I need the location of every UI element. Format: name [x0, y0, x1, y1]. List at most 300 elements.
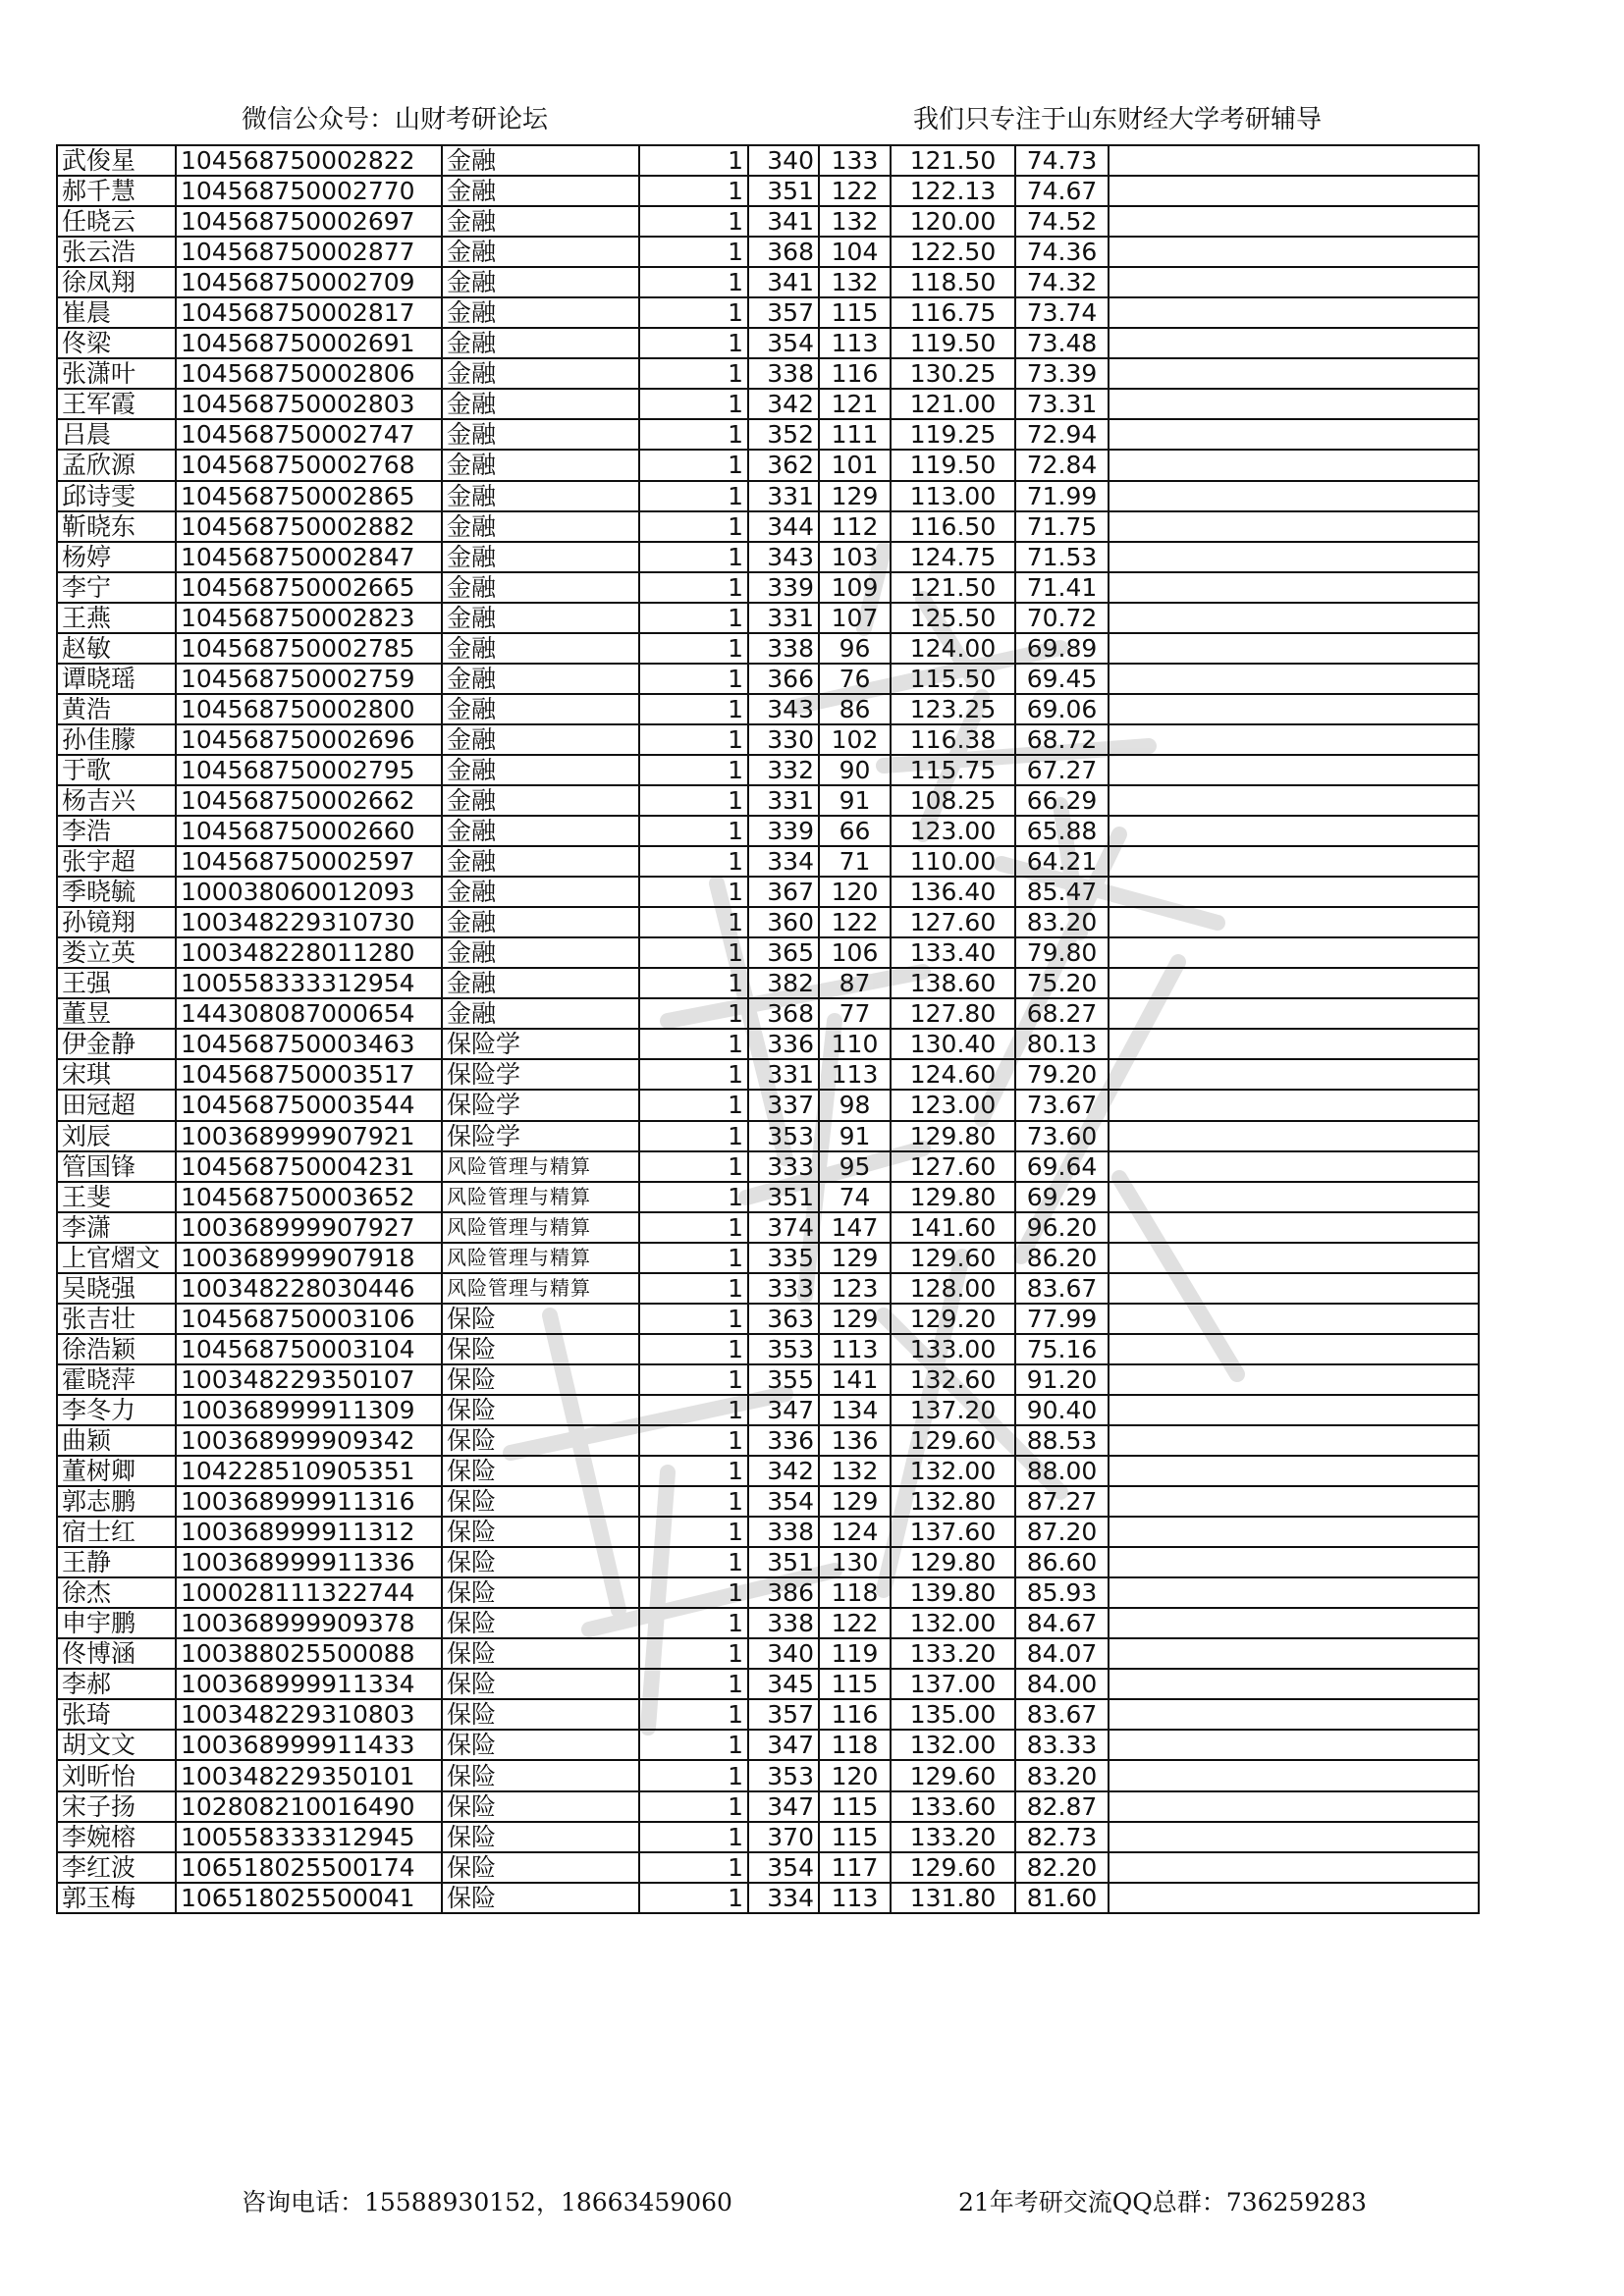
cell-exam-id: 104568750002877 [176, 237, 442, 267]
cell-major: 保险 [442, 1456, 639, 1486]
cell-count: 1 [639, 206, 748, 237]
cell-exam-id: 104568750002847 [176, 542, 442, 572]
cell-score-2: 77 [819, 998, 891, 1029]
cell-major: 保险学 [442, 1090, 639, 1120]
cell-exam-id: 100368999907927 [176, 1212, 442, 1243]
cell-remark [1109, 1212, 1479, 1243]
cell-name: 张潇叶 [57, 358, 176, 389]
cell-score-2: 90 [819, 755, 891, 785]
table-row [57, 785, 1479, 816]
cell-final-score: 84.07 [1015, 1638, 1109, 1669]
cell-remark [1109, 1425, 1479, 1456]
cell-exam-id: 104568750002759 [176, 664, 442, 694]
cell-major: 保险 [442, 1822, 639, 1852]
cell-score-2: 106 [819, 937, 891, 968]
cell-count: 1 [639, 1822, 748, 1852]
table-row [57, 450, 1479, 480]
cell-score-3: 133.20 [891, 1638, 1015, 1669]
cell-final-score: 96.20 [1015, 1212, 1109, 1243]
cell-score-3: 115.50 [891, 664, 1015, 694]
cell-remark [1109, 389, 1479, 419]
cell-score-3: 132.00 [891, 1730, 1015, 1760]
cell-count: 1 [639, 1852, 748, 1883]
cell-score-2: 120 [819, 877, 891, 907]
cell-final-score: 72.94 [1015, 419, 1109, 450]
table-row [57, 358, 1479, 389]
cell-name: 宋琪 [57, 1059, 176, 1090]
cell-score-2: 115 [819, 1791, 891, 1822]
cell-score-2: 113 [819, 1059, 891, 1090]
table-row [57, 1029, 1479, 1059]
cell-major: 金融 [442, 450, 639, 480]
cell-total-score: 365 [748, 937, 819, 968]
cell-total-score: 341 [748, 267, 819, 297]
cell-major: 金融 [442, 297, 639, 328]
cell-name: 李浩 [57, 816, 176, 846]
cell-major: 保险学 [442, 1121, 639, 1151]
cell-remark [1109, 937, 1479, 968]
cell-score-3: 124.60 [891, 1059, 1015, 1090]
cell-major: 保险 [442, 1304, 639, 1334]
cell-name: 娄立英 [57, 937, 176, 968]
cell-exam-id: 100388025500088 [176, 1638, 442, 1669]
cell-final-score: 79.20 [1015, 1059, 1109, 1090]
cell-final-score: 83.67 [1015, 1699, 1109, 1730]
table-row [57, 664, 1479, 694]
cell-remark [1109, 176, 1479, 206]
cell-score-3: 133.40 [891, 937, 1015, 968]
cell-score-2: 141 [819, 1364, 891, 1395]
cell-remark [1109, 419, 1479, 450]
table-row [57, 267, 1479, 297]
footer-qq-group: 21年考研交流QQ总群：736259283 [958, 2188, 1367, 2216]
cell-score-2: 122 [819, 907, 891, 937]
cell-name: 郭玉梅 [57, 1883, 176, 1913]
cell-exam-id: 104568750002697 [176, 206, 442, 237]
cell-exam-id: 100368999911309 [176, 1395, 442, 1425]
cell-score-2: 98 [819, 1090, 891, 1120]
cell-score-3: 128.00 [891, 1273, 1015, 1304]
cell-exam-id: 100038060012093 [176, 877, 442, 907]
table-row [57, 724, 1479, 755]
cell-total-score: 354 [748, 328, 819, 358]
cell-score-3: 133.20 [891, 1822, 1015, 1852]
cell-score-2: 109 [819, 572, 891, 603]
cell-total-score: 355 [748, 1364, 819, 1395]
cell-final-score: 71.53 [1015, 542, 1109, 572]
cell-score-3: 124.00 [891, 633, 1015, 664]
cell-remark [1109, 1699, 1479, 1730]
cell-name: 佟博涵 [57, 1638, 176, 1669]
cell-exam-id: 104568750003104 [176, 1334, 442, 1364]
cell-name: 邱诗雯 [57, 481, 176, 511]
cell-score-2: 110 [819, 1029, 891, 1059]
cell-total-score: 337 [748, 1090, 819, 1120]
cell-count: 1 [639, 1334, 748, 1364]
cell-score-3: 127.60 [891, 907, 1015, 937]
cell-total-score: 351 [748, 1182, 819, 1212]
cell-name: 徐浩颖 [57, 1334, 176, 1364]
cell-remark [1109, 755, 1479, 785]
cell-total-score: 332 [748, 755, 819, 785]
cell-score-3: 121.50 [891, 572, 1015, 603]
cell-score-2: 122 [819, 1608, 891, 1638]
cell-score-2: 91 [819, 1121, 891, 1151]
table-row [57, 511, 1479, 542]
cell-name: 于歌 [57, 755, 176, 785]
cell-total-score: 331 [748, 603, 819, 633]
cell-major: 金融 [442, 846, 639, 877]
cell-remark [1109, 328, 1479, 358]
cell-major: 保险学 [442, 1029, 639, 1059]
table-row [57, 328, 1479, 358]
cell-remark [1109, 1791, 1479, 1822]
cell-exam-id: 100558333312945 [176, 1822, 442, 1852]
cell-name: 赵敏 [57, 633, 176, 664]
cell-major: 金融 [442, 511, 639, 542]
cell-exam-id: 104568750002882 [176, 511, 442, 542]
cell-score-3: 115.75 [891, 755, 1015, 785]
cell-total-score: 347 [748, 1791, 819, 1822]
cell-name: 崔晨 [57, 297, 176, 328]
cell-major: 风险管理与精算 [442, 1243, 639, 1273]
cell-score-2: 116 [819, 1699, 891, 1730]
cell-final-score: 69.89 [1015, 633, 1109, 664]
cell-name: 杨吉兴 [57, 785, 176, 816]
cell-major: 保险 [442, 1608, 639, 1638]
cell-exam-id: 104568750002768 [176, 450, 442, 480]
cell-total-score: 370 [748, 1822, 819, 1852]
cell-major: 金融 [442, 998, 639, 1029]
cell-final-score: 73.31 [1015, 389, 1109, 419]
cell-major: 保险 [442, 1760, 639, 1790]
table-row [57, 1182, 1479, 1212]
cell-total-score: 354 [748, 1486, 819, 1517]
cell-major: 保险 [442, 1517, 639, 1547]
cell-name: 李婉榕 [57, 1822, 176, 1852]
cell-score-3: 121.00 [891, 389, 1015, 419]
cell-exam-id: 100348228030446 [176, 1273, 442, 1304]
cell-remark [1109, 1151, 1479, 1182]
cell-major: 保险 [442, 1425, 639, 1456]
cell-score-2: 102 [819, 724, 891, 755]
cell-name: 郭志鹏 [57, 1486, 176, 1517]
cell-score-3: 129.80 [891, 1547, 1015, 1577]
cell-exam-id: 104568750002823 [176, 603, 442, 633]
cell-total-score: 382 [748, 968, 819, 998]
cell-score-3: 139.80 [891, 1577, 1015, 1608]
cell-name: 武俊星 [57, 145, 176, 176]
cell-remark [1109, 1182, 1479, 1212]
cell-name: 杨婷 [57, 542, 176, 572]
cell-exam-id: 104568750003463 [176, 1029, 442, 1059]
admission-score-table [56, 144, 1480, 1914]
cell-final-score: 71.99 [1015, 481, 1109, 511]
cell-count: 1 [639, 1517, 748, 1547]
cell-score-3: 127.80 [891, 998, 1015, 1029]
cell-count: 1 [639, 419, 748, 450]
cell-score-3: 129.80 [891, 1121, 1015, 1151]
cell-exam-id: 100348229310730 [176, 907, 442, 937]
cell-score-3: 116.75 [891, 297, 1015, 328]
cell-total-score: 343 [748, 694, 819, 724]
cell-count: 1 [639, 1212, 748, 1243]
cell-count: 1 [639, 1090, 748, 1120]
cell-final-score: 82.87 [1015, 1791, 1109, 1822]
cell-score-2: 95 [819, 1151, 891, 1182]
cell-score-3: 113.00 [891, 481, 1015, 511]
cell-count: 1 [639, 907, 748, 937]
cell-remark [1109, 846, 1479, 877]
cell-remark [1109, 1669, 1479, 1699]
cell-remark [1109, 816, 1479, 846]
cell-final-score: 79.80 [1015, 937, 1109, 968]
table-row [57, 1425, 1479, 1456]
cell-total-score: 330 [748, 724, 819, 755]
table-row [57, 846, 1479, 877]
cell-score-2: 91 [819, 785, 891, 816]
cell-count: 1 [639, 1638, 748, 1669]
cell-total-score: 352 [748, 419, 819, 450]
cell-total-score: 336 [748, 1425, 819, 1456]
cell-remark [1109, 633, 1479, 664]
cell-exam-id: 104568750002817 [176, 297, 442, 328]
table-row [57, 542, 1479, 572]
cell-exam-id: 100368999909378 [176, 1608, 442, 1638]
cell-name: 季晓毓 [57, 877, 176, 907]
cell-name: 张云浩 [57, 237, 176, 267]
cell-total-score: 336 [748, 1029, 819, 1059]
table-row [57, 633, 1479, 664]
cell-exam-id: 100348228011280 [176, 937, 442, 968]
cell-remark [1109, 1273, 1479, 1304]
cell-count: 1 [639, 1669, 748, 1699]
cell-final-score: 86.20 [1015, 1243, 1109, 1273]
cell-count: 1 [639, 998, 748, 1029]
cell-exam-id: 100348229310803 [176, 1699, 442, 1730]
cell-count: 1 [639, 572, 748, 603]
cell-score-2: 136 [819, 1425, 891, 1456]
cell-score-3: 131.80 [891, 1883, 1015, 1913]
cell-name: 王燕 [57, 603, 176, 633]
cell-score-2: 123 [819, 1273, 891, 1304]
cell-exam-id: 104568750003652 [176, 1182, 442, 1212]
cell-total-score: 341 [748, 206, 819, 237]
cell-major: 金融 [442, 542, 639, 572]
cell-exam-id: 104228510905351 [176, 1456, 442, 1486]
cell-total-score: 345 [748, 1669, 819, 1699]
cell-score-2: 96 [819, 633, 891, 664]
cell-score-3: 137.60 [891, 1517, 1015, 1547]
cell-count: 1 [639, 877, 748, 907]
cell-count: 1 [639, 724, 748, 755]
cell-exam-id: 104568750002785 [176, 633, 442, 664]
cell-score-3: 129.60 [891, 1243, 1015, 1273]
table-row [57, 755, 1479, 785]
cell-count: 1 [639, 633, 748, 664]
cell-total-score: 344 [748, 511, 819, 542]
cell-remark [1109, 1547, 1479, 1577]
cell-total-score: 333 [748, 1151, 819, 1182]
cell-score-3: 125.50 [891, 603, 1015, 633]
cell-score-3: 122.50 [891, 237, 1015, 267]
table-row [57, 237, 1479, 267]
cell-score-2: 132 [819, 206, 891, 237]
cell-final-score: 71.75 [1015, 511, 1109, 542]
cell-remark [1109, 1029, 1479, 1059]
cell-score-2: 129 [819, 1304, 891, 1334]
cell-score-3: 132.60 [891, 1364, 1015, 1395]
cell-score-2: 129 [819, 481, 891, 511]
cell-count: 1 [639, 389, 748, 419]
cell-score-2: 112 [819, 511, 891, 542]
cell-remark [1109, 1364, 1479, 1395]
cell-total-score: 343 [748, 542, 819, 572]
cell-name: 王军霞 [57, 389, 176, 419]
cell-name: 宿士红 [57, 1517, 176, 1547]
cell-count: 1 [639, 816, 748, 846]
table-row [57, 297, 1479, 328]
table-row [57, 389, 1479, 419]
cell-score-3: 123.25 [891, 694, 1015, 724]
cell-score-3: 129.80 [891, 1182, 1015, 1212]
cell-major: 保险 [442, 1883, 639, 1913]
cell-count: 1 [639, 1304, 748, 1334]
cell-final-score: 83.67 [1015, 1273, 1109, 1304]
cell-score-2: 115 [819, 1822, 891, 1852]
cell-exam-id: 104568750002865 [176, 481, 442, 511]
cell-score-3: 123.00 [891, 816, 1015, 846]
cell-count: 1 [639, 542, 748, 572]
cell-score-3: 130.40 [891, 1029, 1015, 1059]
table-row [57, 998, 1479, 1029]
cell-final-score: 73.48 [1015, 328, 1109, 358]
cell-total-score: 340 [748, 1638, 819, 1669]
cell-total-score: 374 [748, 1212, 819, 1243]
cell-remark [1109, 907, 1479, 937]
cell-count: 1 [639, 1456, 748, 1486]
cell-exam-id: 104568750003106 [176, 1304, 442, 1334]
cell-score-3: 119.50 [891, 328, 1015, 358]
cell-name: 吴晓强 [57, 1273, 176, 1304]
header-slogan: 我们只专注于山东财经大学考研辅导 [913, 105, 1323, 134]
table-row [57, 145, 1479, 176]
table-row [57, 1791, 1479, 1822]
cell-name: 任晓云 [57, 206, 176, 237]
cell-score-2: 117 [819, 1852, 891, 1883]
cell-score-2: 129 [819, 1486, 891, 1517]
cell-score-3: 119.25 [891, 419, 1015, 450]
cell-score-2: 71 [819, 846, 891, 877]
cell-total-score: 354 [748, 1852, 819, 1883]
cell-remark [1109, 145, 1479, 176]
cell-count: 1 [639, 1608, 748, 1638]
table-row [57, 1760, 1479, 1790]
table-row [57, 1486, 1479, 1517]
cell-score-2: 132 [819, 1456, 891, 1486]
cell-final-score: 71.41 [1015, 572, 1109, 603]
cell-remark [1109, 358, 1479, 389]
cell-remark [1109, 481, 1479, 511]
cell-count: 1 [639, 511, 748, 542]
cell-final-score: 73.39 [1015, 358, 1109, 389]
cell-final-score: 74.32 [1015, 267, 1109, 297]
cell-count: 1 [639, 1151, 748, 1182]
cell-remark [1109, 1577, 1479, 1608]
cell-remark [1109, 1090, 1479, 1120]
cell-score-3: 136.40 [891, 877, 1015, 907]
cell-final-score: 80.13 [1015, 1029, 1109, 1059]
cell-name: 曲颖 [57, 1425, 176, 1456]
cell-major: 保险学 [442, 1059, 639, 1090]
cell-exam-id: 144308087000654 [176, 998, 442, 1029]
cell-score-2: 107 [819, 603, 891, 633]
cell-major: 金融 [442, 603, 639, 633]
cell-remark [1109, 1121, 1479, 1151]
cell-exam-id: 104568750002696 [176, 724, 442, 755]
cell-score-3: 124.75 [891, 542, 1015, 572]
cell-name: 李潇 [57, 1212, 176, 1243]
cell-count: 1 [639, 1577, 748, 1608]
cell-score-2: 115 [819, 297, 891, 328]
cell-count: 1 [639, 755, 748, 785]
cell-name: 靳晓东 [57, 511, 176, 542]
cell-count: 1 [639, 1730, 748, 1760]
cell-score-2: 113 [819, 328, 891, 358]
cell-name: 王静 [57, 1547, 176, 1577]
cell-score-2: 111 [819, 419, 891, 450]
cell-total-score: 360 [748, 907, 819, 937]
cell-score-2: 133 [819, 145, 891, 176]
cell-remark [1109, 1486, 1479, 1517]
cell-major: 金融 [442, 358, 639, 389]
cell-final-score: 84.00 [1015, 1669, 1109, 1699]
cell-final-score: 72.84 [1015, 450, 1109, 480]
cell-score-2: 124 [819, 1517, 891, 1547]
cell-remark [1109, 1059, 1479, 1090]
table-row [57, 1273, 1479, 1304]
cell-remark [1109, 267, 1479, 297]
cell-total-score: 334 [748, 1883, 819, 1913]
cell-count: 1 [639, 694, 748, 724]
cell-total-score: 331 [748, 1059, 819, 1090]
cell-final-score: 75.16 [1015, 1334, 1109, 1364]
cell-final-score: 69.29 [1015, 1182, 1109, 1212]
table-row [57, 937, 1479, 968]
cell-final-score: 68.27 [1015, 998, 1109, 1029]
cell-score-2: 147 [819, 1212, 891, 1243]
cell-major: 风险管理与精算 [442, 1273, 639, 1304]
cell-final-score: 64.21 [1015, 846, 1109, 877]
cell-score-3: 110.00 [891, 846, 1015, 877]
cell-remark [1109, 1395, 1479, 1425]
footer-phone: 咨询电话：15588930152，18663459060 [242, 2188, 732, 2216]
cell-count: 1 [639, 937, 748, 968]
cell-final-score: 73.60 [1015, 1121, 1109, 1151]
cell-score-2: 118 [819, 1730, 891, 1760]
cell-score-3: 129.60 [891, 1760, 1015, 1790]
cell-score-3: 137.00 [891, 1669, 1015, 1699]
cell-name: 孙镜翔 [57, 907, 176, 937]
table-row [57, 1699, 1479, 1730]
cell-remark [1109, 572, 1479, 603]
cell-score-2: 119 [819, 1638, 891, 1669]
cell-remark [1109, 237, 1479, 267]
cell-major: 金融 [442, 206, 639, 237]
table-row [57, 1395, 1479, 1425]
cell-score-3: 137.20 [891, 1395, 1015, 1425]
cell-count: 1 [639, 1364, 748, 1395]
